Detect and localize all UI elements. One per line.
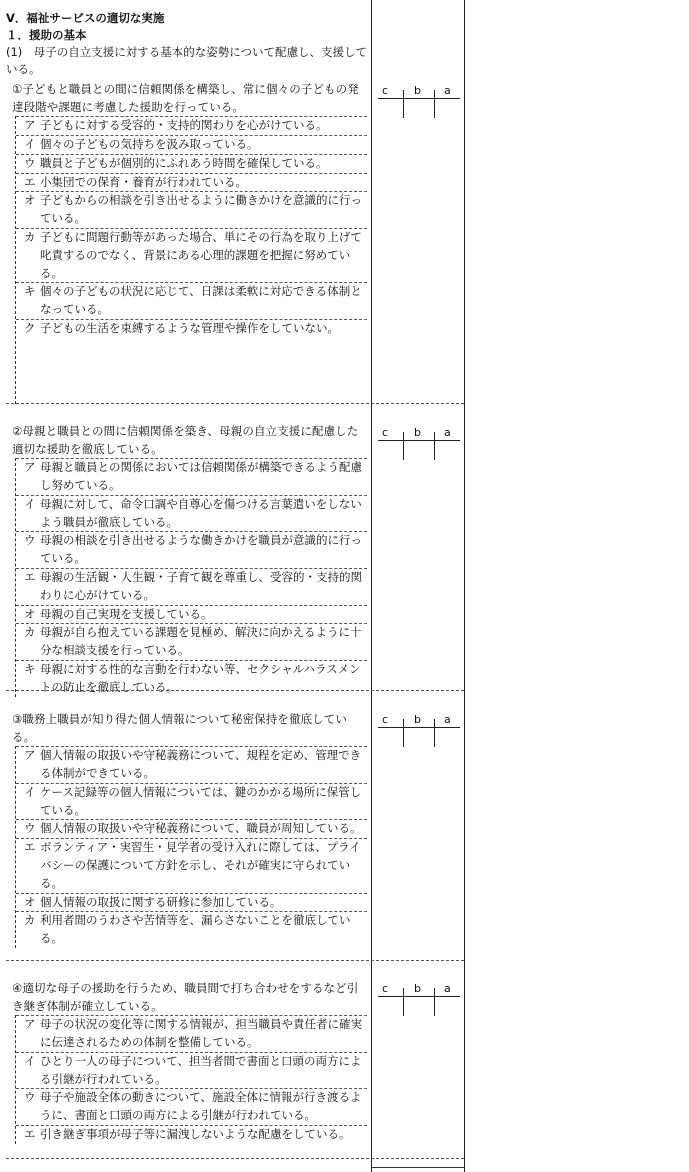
item-key: オ: [24, 193, 36, 208]
item-key: ア: [24, 1017, 36, 1032]
item-text: 職員と子どもが個別的にふれあう時間を確保している。: [40, 155, 328, 170]
check-item: [16, 783, 367, 820]
rating-c: c: [382, 713, 389, 726]
check-item: [16, 191, 367, 228]
item-text: 個々の子どもの気持ちを汲み取っている。: [40, 136, 259, 151]
section-divider: [6, 1158, 464, 1159]
check-item: [16, 154, 367, 173]
criterion-title: ①子どもと職員との間に信頼関係を構築し、常に個々の子どもの発達段階や課題に考慮した援助を行っている。: [12, 82, 359, 114]
item-text: ケース記録等の個人情報については、鍵のかかる場所に保管している。: [40, 784, 362, 817]
intro-text: (1) 母子の自立支援に対する基本的な姿勢について配慮し、支援している。: [6, 45, 368, 76]
section-title: Ⅴ．福祉サービスの適切な実施: [6, 11, 165, 25]
rating-tick: [434, 90, 435, 118]
rating-line: [378, 996, 460, 997]
rating-a: a: [444, 982, 451, 995]
check-item: [16, 1125, 367, 1144]
item-key: エ: [24, 1126, 36, 1141]
item-key: オ: [24, 606, 36, 621]
item-text: 母子や施設全体の動きについて、施設全体に情報が行き渡るように、書面と口頭の両方による引継が行われている。: [40, 1090, 362, 1123]
item-text: 子どもに対する受容的・支持的関わりを心がけている。: [40, 118, 328, 133]
checklist: [15, 116, 367, 404]
item-key: ウ: [24, 821, 36, 836]
column-divider-left: [371, 0, 372, 1172]
check-item: [16, 911, 367, 948]
item-key: エ: [24, 174, 36, 189]
item-text: 利用者間のうわさや苦情等を、漏らさないことを徹底している。: [40, 913, 351, 946]
item-key: ア: [24, 118, 36, 133]
item-text: 母親の自己実現を支援している。: [40, 606, 213, 621]
check-item: [16, 135, 367, 154]
criterion-title: ④適切な母子の援助を行うため、職員間で打ち合わせをするなど引き継ぎ体制が確立している。: [12, 981, 359, 1013]
criterion-1: [6, 81, 368, 404]
section-divider: [6, 403, 464, 404]
check-item: [16, 660, 367, 697]
check-item: [16, 116, 367, 135]
rating-tick: [434, 719, 435, 747]
section-divider: [6, 960, 464, 961]
criterion-title: ②母親と職員との間に信頼関係を築き、母親の自立支援に配慮した適切な援助を徹底している。: [12, 424, 359, 456]
item-key: カ: [24, 625, 36, 640]
item-text: 子どもの生活を束縛するような管理や操作をしていない。: [40, 320, 339, 335]
check-item: [16, 319, 367, 404]
rating-line: [378, 98, 460, 99]
item-text: 個人情報の取扱いや守秘義務について、規程を定め、管理できる体制ができている。: [40, 748, 362, 780]
item-key: カ: [24, 913, 36, 928]
check-item: [16, 746, 367, 783]
check-item: [16, 1052, 367, 1089]
item-key: ウ: [24, 155, 36, 170]
item-text: ボランティア・実習生・見学者の受け入れに際しては、プライバシーの保護について方針を示し、それが確実に守られている。: [40, 840, 361, 890]
rating-scale-3: [378, 713, 460, 761]
item-text: 子どもに問題行動等があった場合、単にその行為を取り上げて叱責するのでなく、背景にある心理的課題を把握に努めている。: [40, 229, 362, 280]
item-key: オ: [24, 894, 36, 909]
rating-a: a: [444, 713, 451, 726]
rating-tick: [403, 90, 404, 118]
rating-scale-2: [378, 426, 460, 474]
item-text: 母親に対する性的な言動を行わない等、セクシャルハラスメントの防止を徹底している。: [40, 661, 361, 694]
rating-tick: [403, 988, 404, 1016]
rating-b: b: [414, 982, 421, 995]
item-text: 母親の生活観・人生観・子育て観を尊重し、受容的・支持的関わりに心がけている。: [40, 569, 362, 602]
rating-b: b: [414, 713, 421, 726]
rating-c: c: [382, 426, 389, 439]
check-item: [16, 531, 367, 568]
item-key: キ: [24, 661, 36, 676]
item-key: ウ: [24, 533, 36, 548]
check-item: [16, 173, 367, 192]
check-item: [16, 819, 367, 838]
checklist: [15, 1015, 367, 1144]
check-item: [16, 838, 367, 892]
rating-scale-1: [378, 84, 460, 132]
item-key: カ: [24, 229, 36, 244]
checklist: [15, 746, 367, 948]
check-item: [16, 228, 367, 282]
column-divider-right: [464, 0, 465, 1172]
rating-c: c: [382, 982, 389, 995]
rating-b: b: [414, 84, 421, 97]
rating-line: [378, 440, 460, 441]
rating-tick: [434, 432, 435, 460]
rating-tick: [403, 719, 404, 747]
rating-tick: [403, 432, 404, 460]
item-text: ひとり一人の母子について、担当者間で書面と口頭の両方による引継が行われている。: [40, 1053, 362, 1086]
check-item: [16, 495, 367, 532]
item-text: 母子の状況の変化等に関する情報が、担当職員や責任者に確実に伝達されるための体制を整備している。: [40, 1017, 362, 1049]
item-text: 個人情報の取扱に関する研修に参加している。: [40, 894, 282, 909]
rating-c: c: [382, 84, 389, 97]
item-key: ア: [24, 748, 36, 763]
item-key: ア: [24, 460, 36, 475]
item-key: イ: [24, 496, 36, 511]
check-item: [16, 282, 367, 319]
rating-scale-4: [378, 982, 460, 1030]
item-text: 母親が自ら抱えている課題を見極め、解決に向かえるように十分な相談支援を行っている。: [40, 625, 362, 658]
item-key: イ: [24, 784, 36, 799]
item-key: ウ: [24, 1090, 36, 1105]
item-text: 子どもからの相談を引き出せるように働きかけを意識的に行っている。: [40, 193, 362, 226]
section-divider: [6, 690, 464, 691]
rating-line: [378, 727, 460, 728]
criterion-3: [6, 711, 368, 948]
item-text: 小集団での保育・養育が行われている。: [40, 174, 247, 189]
check-item: [16, 623, 367, 660]
item-text: 母親の相談を引き出せるような働きかけを職員が意識的に行っている。: [40, 533, 362, 566]
item-text: 個々の子どもの状況に応じて、日課は柔軟に対応できる体制となっている。: [40, 284, 362, 317]
item-key: エ: [24, 569, 36, 584]
criterion-title: ③職務上職員が知り得た個人情報について秘密保持を徹底している。: [12, 712, 347, 744]
item-text: 母親と職員との関係においては信頼関係が構築できるよう配慮し努めている。: [40, 460, 362, 492]
criterion-2: [6, 423, 368, 697]
check-item: [16, 1088, 367, 1125]
header: [6, 10, 368, 78]
bottom-border: [371, 1167, 465, 1168]
sub-title: １．援助の基本: [6, 28, 87, 42]
check-item: [16, 605, 367, 624]
check-item: [16, 458, 367, 495]
rating-a: a: [444, 84, 451, 97]
rating-tick: [434, 988, 435, 1016]
item-text: 母親に対して、命令口調や自尊心を傷つける言葉遣いをしないよう職員が徹底している。: [40, 496, 362, 529]
check-item: [16, 1015, 367, 1052]
checklist: [15, 458, 367, 696]
item-text: 個人情報の取扱いや守秘義務について、職員が周知している。: [40, 821, 362, 836]
rating-a: a: [444, 426, 451, 439]
item-key: イ: [24, 136, 36, 151]
check-item: [16, 568, 367, 605]
item-key: キ: [24, 284, 36, 299]
check-item: [16, 893, 367, 912]
item-key: エ: [24, 840, 36, 855]
criterion-4: [6, 980, 368, 1144]
item-key: イ: [24, 1053, 36, 1068]
rating-b: b: [414, 426, 421, 439]
item-text: 引き継ぎ事項が母子等に漏洩しないような配慮をしている。: [40, 1126, 351, 1141]
item-key: ク: [24, 320, 36, 335]
